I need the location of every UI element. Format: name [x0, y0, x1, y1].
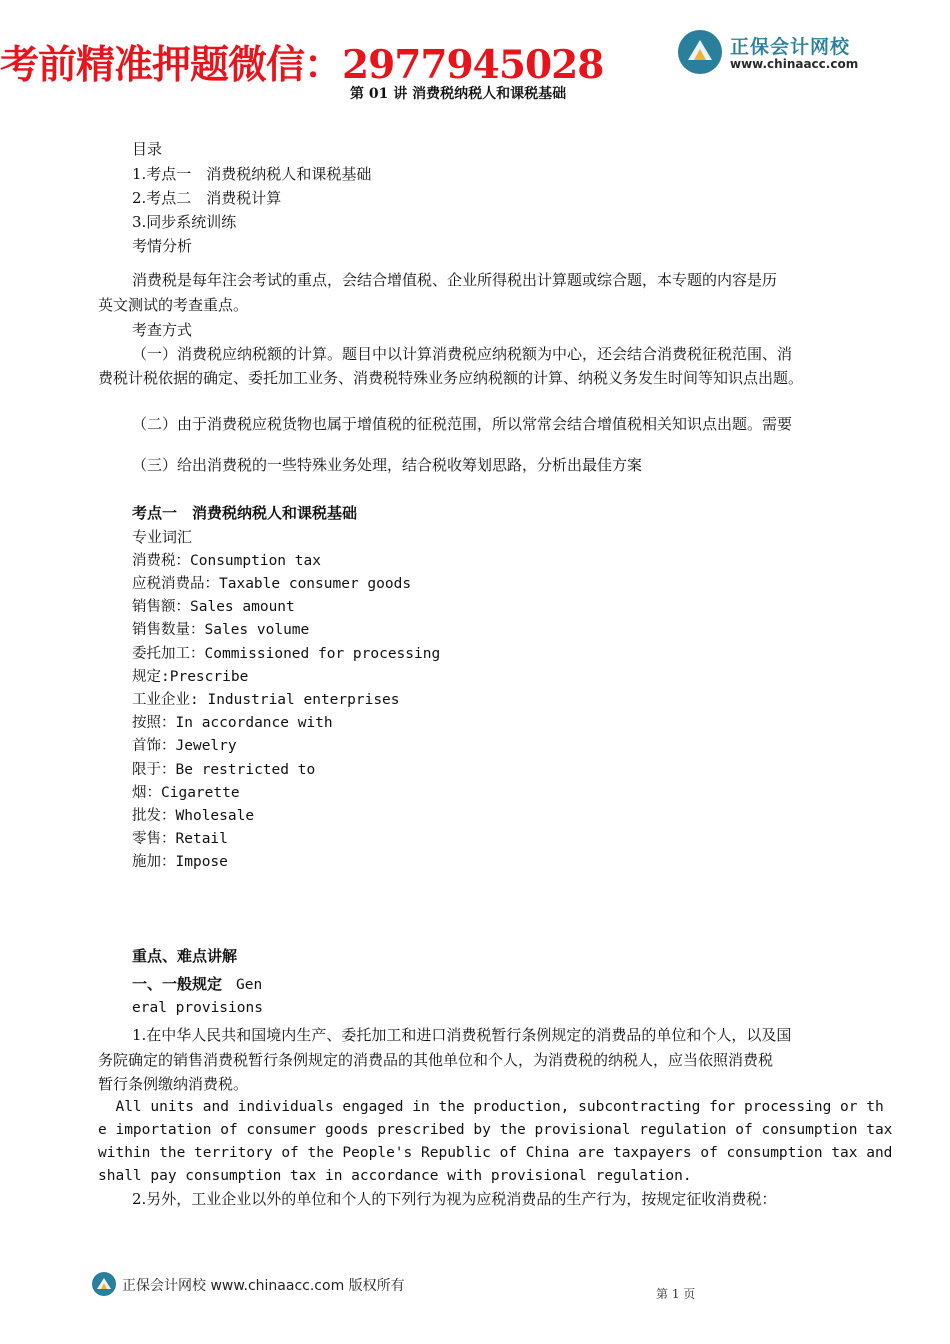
- page-number: 第 1 页: [656, 1287, 696, 1301]
- brand-name: 正保会计网校: [730, 36, 851, 58]
- vocab-item: 规定:Prescribe: [132, 669, 249, 685]
- subsection-title-cut: eral provisions: [132, 1000, 263, 1016]
- rule-english: e importation of consumer goods prescribed by the provisional regulation of consumption tax: [98, 1122, 893, 1138]
- vocab-item: 工业企业: Industrial enterprises: [132, 692, 400, 708]
- vocab-item: 施加：Impose: [132, 854, 228, 870]
- subsection-title: [132, 974, 262, 995]
- toc-title: 目录: [132, 140, 163, 158]
- subsection-title-en: Gen: [236, 977, 263, 993]
- section-title: 重点、难点讲解: [132, 947, 238, 965]
- vocab-item: 按照：In accordance with: [132, 715, 333, 731]
- method-paragraph: （一）消费税应纳税额的计算。题目中以计算消费税应纳税额为中心，还会结合消费税征税范围、消: [132, 345, 793, 363]
- vocab-item: 首饰：Jewelry: [132, 738, 237, 754]
- vocab-item: 销售额：Sales amount: [132, 599, 295, 615]
- section-title: 考点一 消费税纳税人和课税基础: [132, 504, 358, 522]
- method-paragraph: 费税计税依据的确定、委托加工业务、消费税特殊业务应纳税额的计算、纳税义务发生时间等知识点出题。: [98, 369, 804, 387]
- lecture-title: 第 01 讲 消费税纳税人和课税基础: [350, 86, 567, 102]
- intro-cut-line: 消费税是每年注会考试的重点，会结合增值税、企业所得税出计算题或综合题，本专题的内容是历: [132, 271, 778, 289]
- brand-logo-icon: [678, 30, 722, 74]
- rule-english: All units and individuals engaged in the production, subcontracting for processing or th: [98, 1099, 884, 1115]
- vocab-item: 应税消费品：Taxable consumer goods: [132, 576, 412, 592]
- toc-item: 2.考点二 消费税计算: [132, 189, 282, 207]
- promo-banner: 考前精准押题微信：2977945028: [0, 42, 604, 88]
- intro-line: 英文测试的考查重点。: [98, 296, 249, 314]
- vocab-item: 限于：Be restricted to: [132, 762, 316, 778]
- vocab-title: 专业词汇: [132, 528, 193, 546]
- vocab-item: 烟：Cigarette: [132, 785, 240, 801]
- vocab-item: 消费税：Consumption tax: [132, 553, 321, 569]
- method-title: 考查方式: [132, 321, 193, 339]
- rule-paragraph: 2.另外，工业企业以外的单位和个人的下列行为视为应税消费品的生产行为，按规定征收消费税：: [132, 1190, 777, 1208]
- vocab-item: 委托加工：Commissioned for processing: [132, 646, 441, 662]
- rule-paragraph-cut: 1.在中华人民共和国境内生产、委托加工和进口消费税暂行条例规定的消费品的单位和个人，以及国: [132, 1026, 792, 1044]
- analysis-heading: 考情分析: [132, 237, 193, 255]
- rule-paragraph: 务院确定的销售消费税暂行条例规定的消费品的其他单位和个人，为消费税的纳税人，应当依照消费税: [98, 1051, 774, 1069]
- rule-english: within the territory of the People's Republic of China are taxpayers of consumption tax and: [98, 1145, 893, 1161]
- footer-copyright: 正保会计网校 www.chinaacc.com 版权所有: [122, 1278, 405, 1294]
- method-paragraph: （二）由于消费税应税货物也属于增值税的征税范围，所以常常会结合增值税相关知识点出题。需要: [132, 415, 793, 433]
- method-paragraph-cut: （三）给出消费税的一些特殊业务处理，结合税收筹划思路，分析出最佳方案: [132, 456, 643, 474]
- vocab-item: 批发：Wholesale: [132, 808, 255, 824]
- subsection-title-cn: 一、一般规定: [132, 975, 223, 993]
- footer-logo-icon: [92, 1272, 116, 1296]
- vocab-item: 销售数量：Sales volume: [132, 622, 310, 638]
- toc-item: 3.同步系统训练: [132, 213, 237, 231]
- toc-item: 1.考点一 消费税纳税人和课税基础: [132, 165, 372, 183]
- brand-logo: [678, 30, 878, 78]
- rule-paragraph: 暂行条例缴纳消费税。: [98, 1075, 249, 1093]
- vocab-item: 零售：Retail: [132, 831, 228, 847]
- rule-english: shall pay consumption tax in accordance with provisional regulation.: [98, 1168, 692, 1184]
- brand-url: www.chinaacc.com: [730, 57, 859, 71]
